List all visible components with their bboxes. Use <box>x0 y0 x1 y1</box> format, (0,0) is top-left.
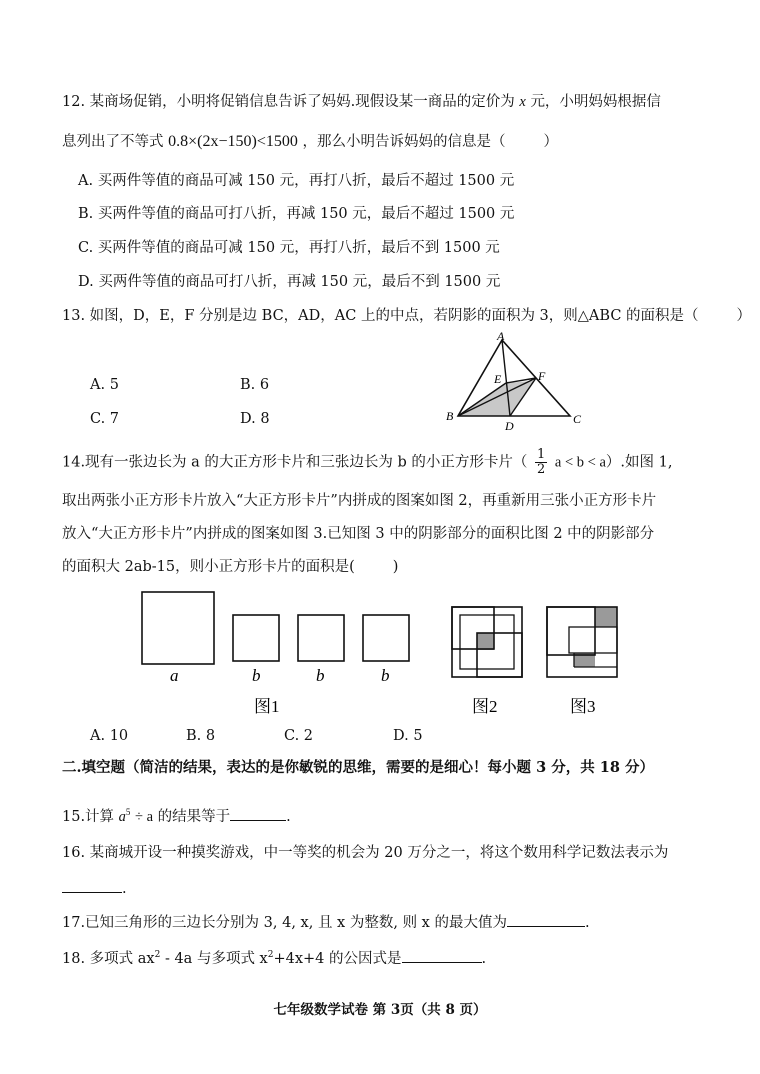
label-b3-fig1: b <box>381 666 390 685</box>
caption-fig2: 图2 <box>472 697 498 716</box>
label-a: A <box>497 329 505 343</box>
q13-paren-close: ） <box>736 308 752 324</box>
q14-option-b: B. 8 <box>186 728 216 744</box>
q14-line2: 取出两张小正方形卡片放入“大正方形卡片”内拼成的图案如图 2，再重新用三张小正方形卡片 <box>62 493 657 509</box>
q12-text-b: 元，小明妈妈根据信 <box>530 94 661 110</box>
label-f: F <box>538 369 546 383</box>
q12-text-a: 12. 某商场促销，小明将促销信息告诉了妈妈.现假设某一商品的定价为 <box>62 94 515 110</box>
q16-answer-blank[interactable] <box>62 878 122 893</box>
q13-option-d: D. 8 <box>240 411 270 427</box>
q12-text-c: 息列出了不等式 <box>62 134 164 150</box>
q17-answer-blank[interactable] <box>507 912 585 927</box>
q18-text-b: - 4a 与多项式 x <box>160 950 268 967</box>
q14-option-c: C. 2 <box>284 728 314 744</box>
q14-frac-num: 1 <box>537 447 546 462</box>
label-e: E <box>494 372 502 386</box>
q15-line <box>62 802 291 827</box>
page-footer: 七年级数学试卷 第 3页（共 8 页） <box>273 1002 487 1018</box>
q18-line <box>62 945 486 969</box>
q16-end: . <box>122 881 127 897</box>
q14-text-b: ）.如图 1, <box>605 454 673 471</box>
q16-line: 16. 某商城开设一种摸奖游戏，中一等奖的机会为 20 万分之一，将这个数用科学记数法表示为 <box>62 845 669 861</box>
q13-triangle-figure <box>440 328 590 438</box>
label-d: D <box>505 419 514 433</box>
q18-sup-1: 2 <box>154 950 161 960</box>
q14-frac-den: 2 <box>537 462 546 477</box>
q12-var-x: x <box>519 94 526 110</box>
q12-text-d: ，那么小明告诉妈妈的信息是（ <box>302 134 506 150</box>
q14-inequality: a < b < a <box>554 454 606 471</box>
label-b2-fig1: b <box>316 666 325 685</box>
fig3-shade-1 <box>595 607 617 627</box>
q14-text-c: 的面积大 2ab-15，则小正方形卡片的面积是( <box>62 559 355 575</box>
q18-end: . <box>481 950 487 967</box>
q13-text: 13. 如图，D，E，F 分别是边 BC，AD，AC 上的中点，若阴影的面积为 3，则△ABC 的面积是（ <box>62 308 699 324</box>
q17-text: 17.已知三角形的三边长分别为 3, 4, x, 且 x 为整数, 则 x 的最大值为 <box>62 915 507 931</box>
caption-fig3: 图3 <box>570 697 596 716</box>
label-b: B <box>446 409 454 423</box>
q18-sup-2: 2 <box>267 950 274 960</box>
q14-line4 <box>62 557 398 577</box>
q18-text-a: 18. 多项式 ax <box>62 950 155 967</box>
q14-line1 <box>62 448 672 477</box>
q13-stem <box>62 306 751 326</box>
q14-line3: 放入“大正方形卡片”内拼成的图案如图 3.已知图 3 中的阴影部分的面积比图 2 中的阴影部分 <box>62 526 655 542</box>
q13-option-c: C. 7 <box>90 411 120 427</box>
q12-option-a: A. 买两件等值的商品可减 150 元，再打八折，最后不超过 1500 元 <box>78 173 515 189</box>
fig3-small-1 <box>547 607 595 655</box>
q14-option-a: A. 10 <box>90 728 129 744</box>
q15-expr-rest: ÷ a <box>135 808 154 825</box>
q12-paren-close: ） <box>543 134 558 150</box>
q14-figures <box>130 585 640 725</box>
q16-line2 <box>62 878 127 899</box>
q12-option-c: C. 买两件等值的商品可减 150 元，再打八折，最后不到 1500 元 <box>78 240 500 256</box>
q14-option-d: D. 5 <box>393 728 423 744</box>
small-square-b3 <box>363 615 409 661</box>
q18-answer-blank[interactable] <box>402 948 482 963</box>
q13-option-b: B. 6 <box>240 377 270 393</box>
q15-base: a <box>118 808 126 825</box>
q12-option-d: D. 买两件等值的商品可打八折，再减 150 元，最后不到 1500 元 <box>78 274 501 290</box>
q17-line <box>62 912 590 933</box>
q15-answer-blank[interactable] <box>230 806 286 821</box>
q12-inequality: 0.8×(2x−150)<1500 <box>168 133 298 150</box>
figure-3 <box>547 607 617 677</box>
big-square-a <box>142 592 214 664</box>
caption-fig1: 图1 <box>254 697 280 716</box>
q17-end: . <box>584 915 590 931</box>
q12-line1 <box>62 92 661 112</box>
q14-paren-close: ) <box>392 559 399 575</box>
q13-option-a: A. 5 <box>90 377 119 393</box>
q15-end: . <box>286 808 291 825</box>
small-square-b2 <box>298 615 344 661</box>
fig3-small-2 <box>569 627 617 653</box>
section-2-heading: 二.填空题（简洁的结果，表达的是你敏锐的思维，需要的是细心！每小题 3 分，共 18 分） <box>62 759 655 776</box>
label-a-fig1: a <box>170 666 179 685</box>
q15-text-a: 15.计算 <box>62 808 115 825</box>
label-c: C <box>573 412 582 426</box>
q12-line2 <box>62 132 558 152</box>
fig2-shade <box>477 633 494 650</box>
q14-fraction <box>535 448 547 477</box>
q12-option-b: B. 买两件等值的商品可打八折，再减 150 元，最后不超过 1500 元 <box>78 206 515 222</box>
figure-2 <box>452 607 522 677</box>
q15-text-b: 的结果等于 <box>157 808 231 825</box>
label-b1-fig1: b <box>252 666 261 685</box>
q15-exp: 5 <box>125 807 131 817</box>
q14-text-a: 14.现有一张边长为 a 的大正方形卡片和三张边长为 b 的小正方形卡片（ <box>62 454 528 471</box>
small-square-b1 <box>233 615 279 661</box>
q18-text-c: +4x+4 的公因式是 <box>273 950 402 967</box>
